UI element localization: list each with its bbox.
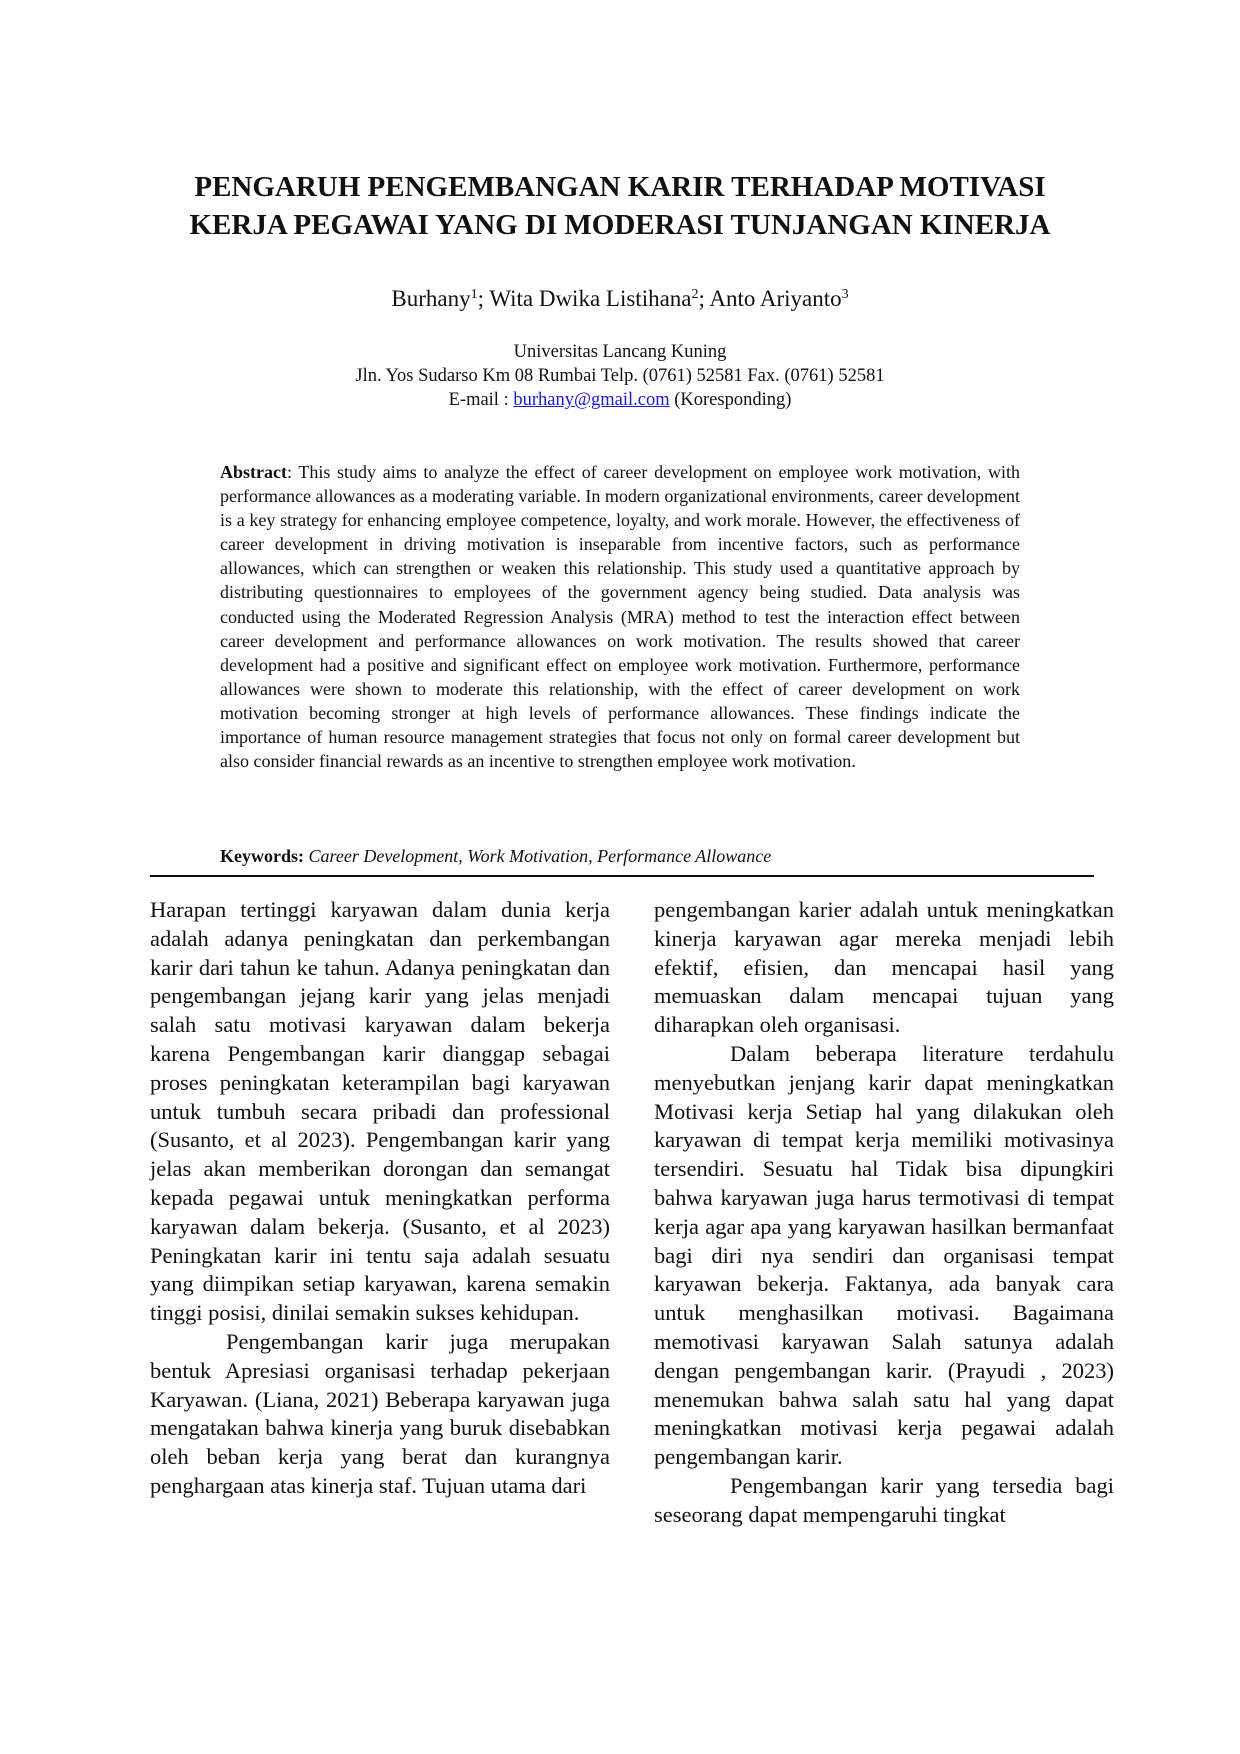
- author-list: [140, 284, 1100, 314]
- abstract-text: : This study aims to analyze the effect of career development on employee work motivation, with performance allowances as a moderating variable. In modern organizational environments, career development is a key strategy for enhancing employee competence, loyalty, and work morale. However, the effectiveness of career development in driving motivation is inseparable from incentive factors, such as performance allowances, which can strengthen or weaken this relationship. This study used a quantitative approach by distributing questionnaires to employees of the government agency being studied. Data analysis was conducted using the Moderated Regression Analysis (MRA) method to test the interaction effect between career development and performance allowances on work motivation. The results showed that career development had a positive and significant effect on employee work motivation. Furthermore, performance allowances were shown to moderate this relationship, with the effect of career development on work motivation becoming stronger at high levels of performance allowances. These findings indicate the importance of human resource management strategies that focus not only on formal career development but also consider financial rewards as an incentive to strengthen employee work motivation.: [220, 462, 1020, 772]
- institution-name: Universitas Lancang Kuning: [513, 342, 727, 362]
- author-separator: ;: [477, 286, 490, 311]
- author-affiliation-mark: 1: [470, 287, 478, 302]
- email-link[interactable]: burhany@gmail.com: [513, 390, 670, 410]
- institution-address: Jln. Yos Sudarso Km 08 Rumbai Telp. (0761) 52581 Fax. (0761) 52581: [355, 366, 885, 386]
- keywords-list: Career Development, Work Motivation, Performance Allowance: [308, 846, 772, 866]
- email-prefix: E-mail :: [448, 390, 514, 410]
- keywords-label: Keywords:: [220, 846, 304, 866]
- section-divider: [150, 875, 1094, 877]
- title-line-1: PENGARUH PENGEMBANGAN KARIR TERHADAP MOTIVASI: [194, 171, 1046, 203]
- email-suffix: (Koresponding): [669, 390, 792, 410]
- author-name: Burhany: [391, 286, 471, 311]
- keywords: [220, 844, 1020, 868]
- body-paragraph: Harapan tertinggi karyawan dalam dunia kerja adalah adanya peningkatan dan perkembangan karir dari tahun ke tahun. Adanya peningkatan dan pengembangan jejang karir yang jelas menjadi salah satu motivasi karyawan dalam bekerja karena Pengembangan karir dianggap sebagai proses peningkatan keterampilan bagi karyawan untuk tumbuh secara pribadi dan professional (Susanto, et al 2023). Pengembangan karir yang jelas akan memberikan dorongan dan semangat kepada pegawai untuk meningkatkan performa karyawan dalam bekerja. (Susanto, et al 2023) Peningkatan karir ini tentu saja adalah sesuatu yang diimpikan setiap karyawan, karena semakin tinggi posisi, dinilai semakin sukses kehidupan.: [150, 897, 610, 1326]
- author-name: Wita Dwika Listihana: [489, 286, 692, 311]
- body-paragraph: Dalam beberapa literature terdahulu menyebutkan jenjang karir dapat meningkatkan Motivasi kerja Setiap hal yang dilakukan oleh karyawan di tempat kerja memiliki motivasinya tersendiri. Sesuatu hal Tidak bisa dipungkiri bahwa karyawan juga harus termotivasi di tempat kerja agar apa yang karyawan hasilkan bermanfaat bagi diri nya sendiri dan organisasi tempat karyawan bekerja. Faktanya, ada banyak cara untuk menghasilkan motivasi. Bagaimana memotivasi karyawan Salah satunya adalah dengan pengembangan karir. (Prayudi , 2023) menemukan bahwa salah satu hal yang dapat meningkatkan motivasi kerja pegawai adalah pengembangan karir.: [654, 1040, 1114, 1470]
- body-paragraph: Pengembangan karir juga merupakan bentuk Apresiasi organisasi terhadap pekerjaan Karyawan. (Liana, 2021) Beberapa karyawan juga mengatakan bahwa kinerja yang buruk disebabkan oleh beban kerja yang berat dan kurangnya penghargaan atas kinerja staf. Tujuan utama dari: [150, 1328, 610, 1498]
- affiliation-block: [140, 340, 1100, 412]
- paper-title: [140, 168, 1100, 244]
- body-column-left: [150, 896, 610, 1501]
- body-paragraph: Pengembangan karir yang tersedia bagi seseorang dapat mempengaruhi tingkat: [654, 1472, 1114, 1527]
- author-affiliation-mark: 2: [691, 287, 699, 302]
- abstract: [220, 460, 1020, 773]
- body-column-right: [654, 896, 1114, 1530]
- abstract-label: Abstract: [220, 462, 287, 482]
- body-paragraph: pengembangan karier adalah untuk meningkatkan kinerja karyawan agar mereka menjadi lebih efektif, efisien, dan mencapai hasil yang memuaskan dalam mencapai tujuan yang diharapkan oleh organisasi.: [654, 897, 1114, 1038]
- author-name: Anto Ariyanto: [709, 286, 842, 311]
- author-separator: ;: [698, 286, 710, 311]
- title-line-2: KERJA PEGAWAI YANG DI MODERASI TUNJANGAN KINERJA: [189, 209, 1051, 241]
- contact-email-line: [140, 388, 1100, 412]
- author-affiliation-mark: 3: [841, 287, 849, 302]
